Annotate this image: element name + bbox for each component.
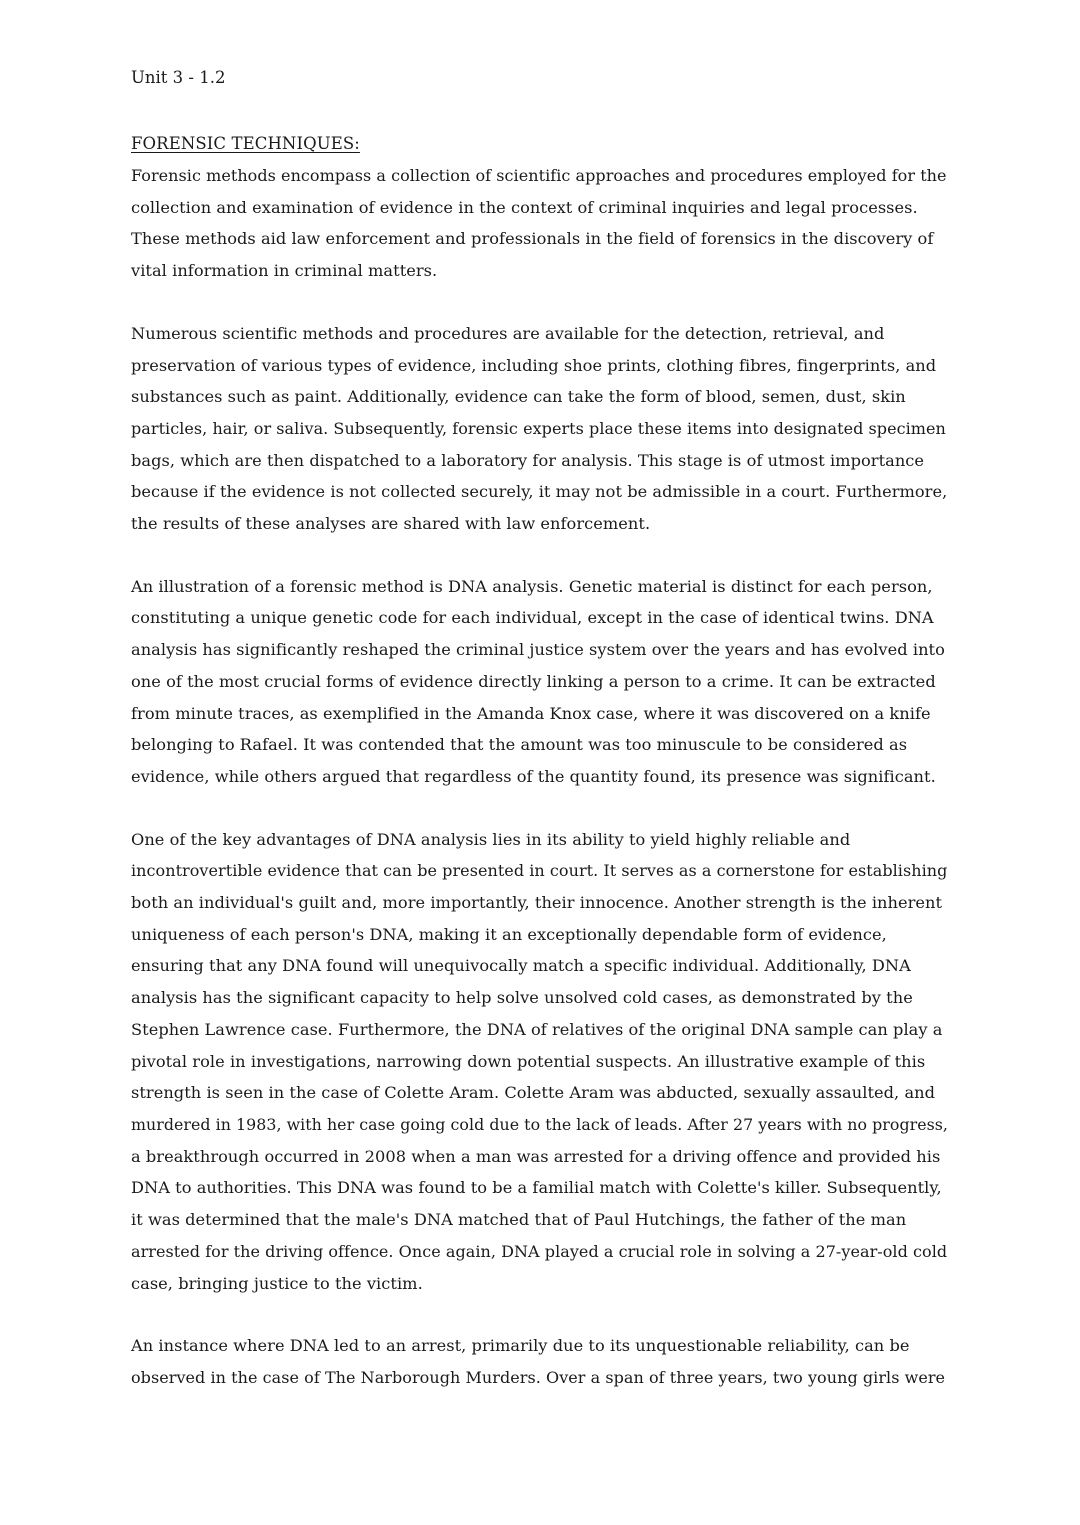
- text-line: bags, which are then dispatched to a laboratory for analysis. This stage is of utmost importance: [131, 450, 925, 470]
- text-line: substances such as paint. Additionally, evidence can take the form of blood, semen, dust, skin: [131, 387, 906, 407]
- text-line: strength is seen in the case of Colette Aram. Colette Aram was abducted, sexually assaulted, and: [131, 1083, 936, 1103]
- text-line: belonging to Rafael. It was contended that the amount was too minuscule to be considered as: [131, 735, 908, 755]
- text-line: analysis has the significant capacity to help solve unsolved cold cases, as demonstrated by the: [131, 988, 913, 1008]
- paragraph-dna-analysis: [131, 571, 953, 793]
- text-line: arrested for the driving offence. Once again, DNA played a crucial role in solving a 27-year-old cold: [131, 1241, 948, 1261]
- text-line: pivotal role in investigations, narrowing down potential suspects. An illustrative example of this: [131, 1051, 926, 1071]
- text-line: case, bringing justice to the victim.: [131, 1273, 423, 1293]
- paragraph-evidence-types: [131, 318, 953, 540]
- text-line: because if the evidence is not collected securely, it may not be admissible in a court. Furthermore,: [131, 482, 948, 502]
- text-line: An instance where DNA led to an arrest, primarily due to its unquestionable reliability, can be: [131, 1336, 910, 1356]
- text-line: An illustration of a forensic method is DNA analysis. Genetic material is distinct for each person,: [131, 576, 933, 596]
- text-line: vital information in criminal matters.: [131, 261, 438, 281]
- text-line: constituting a unique genetic code for each individual, except in the case of identical twins. DNA: [131, 608, 934, 628]
- text-line: a breakthrough occurred in 2008 when a man was arrested for a driving offence and provided his: [131, 1146, 941, 1166]
- text-line: observed in the case of The Narborough Murders. Over a span of three years, two young girls were: [131, 1367, 946, 1387]
- text-line: Stephen Lawrence case. Furthermore, the DNA of relatives of the original DNA sample can play a: [131, 1019, 943, 1039]
- text-line: one of the most crucial forms of evidence directly linking a person to a crime. It can be extracted: [131, 671, 936, 691]
- text-line: Forensic methods encompass a collection of scientific approaches and procedures employed for the: [131, 166, 947, 185]
- text-line: uniqueness of each person's DNA, making it an exceptionally dependable form of evidence,: [131, 924, 887, 944]
- text-line: both an individual's guilt and, more importantly, their innocence. Another strength is the inherent: [131, 893, 943, 913]
- text-line: preservation of various types of evidence, including shoe prints, clothing fibres, fingerprints, and: [131, 355, 937, 375]
- text-line: These methods aid law enforcement and professionals in the field of forensics in the discovery of: [131, 229, 934, 249]
- text-line: collection and examination of evidence in the context of criminal inquiries and legal processes.: [131, 197, 918, 217]
- text-line: it was determined that the male's DNA matched that of Paul Hutchings, the father of the man: [131, 1210, 907, 1230]
- text-line: incontrovertible evidence that can be presented in court. It serves as a cornerstone for establishing: [131, 861, 948, 881]
- text-line: One of the key advantages of DNA analysis lies in its ability to yield highly reliable and: [131, 829, 851, 849]
- text-line: particles, hair, or saliva. Subsequently, forensic experts place these items into designated specimen: [131, 418, 946, 438]
- text-line: ensuring that any DNA found will unequivocally match a specific individual. Additionally, DNA: [131, 956, 911, 976]
- section-heading: FORENSIC TECHNIQUES:: [131, 134, 360, 153]
- text-line: evidence, while others argued that regardless of the quantity found, its presence was significant.: [131, 766, 936, 786]
- document-page: [131, 62, 953, 1425]
- text-line: Numerous scientific methods and procedures are available for the detection, retrieval, and: [131, 323, 885, 343]
- text-line: the results of these analyses are shared with law enforcement.: [131, 514, 651, 534]
- paragraph-narborough: [131, 1330, 953, 1393]
- unit-label: Unit 3 - 1.2: [131, 68, 226, 87]
- text-line: DNA to authorities. This DNA was found to be a familial match with Colette's killer. Subsequently,: [131, 1178, 942, 1198]
- text-line: analysis has significantly reshaped the criminal justice system over the years and has evolved into: [131, 640, 945, 660]
- paragraph-dna-advantages: [131, 824, 953, 1300]
- text-line: murdered in 1983, with her case going cold due to the lack of leads. After 27 years with no progress,: [131, 1114, 948, 1134]
- text-line: from minute traces, as exemplified in the Amanda Knox case, where it was discovered on a knife: [131, 703, 931, 723]
- paragraph-intro: [131, 160, 953, 287]
